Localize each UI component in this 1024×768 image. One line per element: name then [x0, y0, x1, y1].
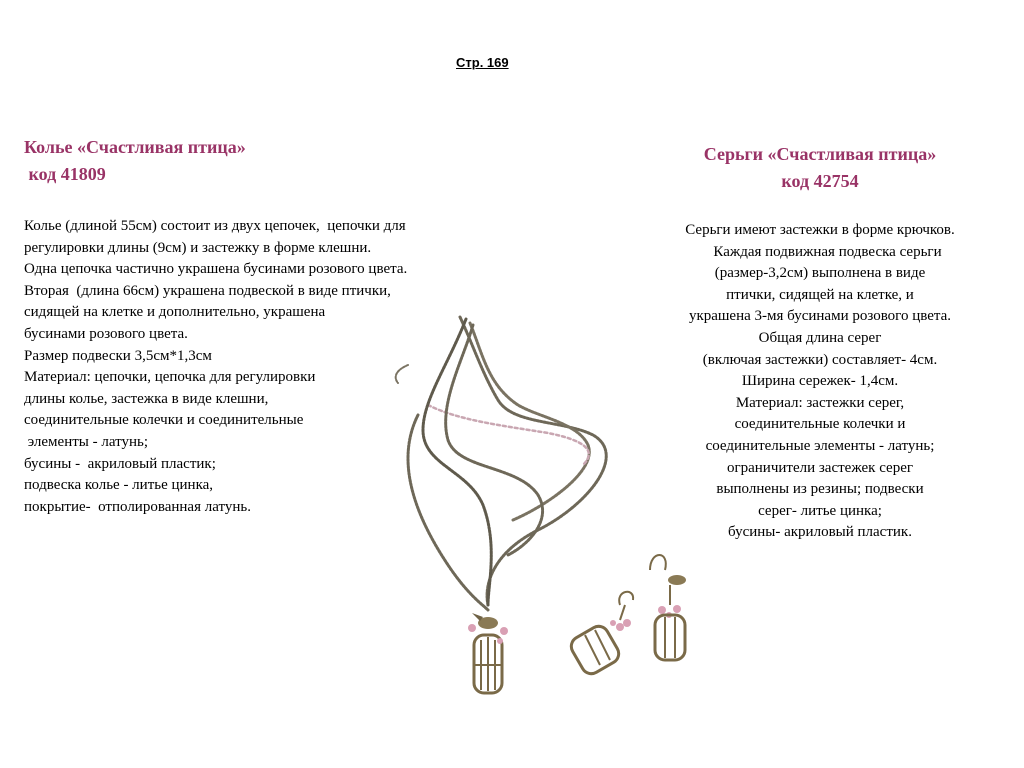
necklace-title-code: код 41809 [24, 164, 106, 184]
earrings-line: (размер-3,2см) выполнена в виде [714, 265, 926, 282]
earrings-line: соединительные колечки и [734, 416, 906, 433]
earrings-title-code: код 42754 [781, 171, 859, 191]
necklace-line: бусинами розового цвета. [24, 325, 188, 342]
necklace-line: элементы - латунь; [24, 433, 149, 450]
earrings-line: (включая застежки) составляет- 4см. [702, 351, 938, 368]
necklace-line: Вторая (длина 66см) украшена подвеской в виде птички, [24, 282, 391, 299]
necklace-line: Одна цепочка частично украшена бусинами розового цвета. [24, 261, 408, 278]
earrings-title [620, 141, 1020, 195]
earrings-title-name: Серьги «Счастливая птица» [703, 144, 937, 164]
earrings-line: ограничители застежек серег [726, 459, 914, 476]
necklace-line: регулировки длины (9см) и застежку в форме клешни. [24, 239, 372, 256]
earrings-line: Материал: застежки серег, [735, 394, 905, 411]
earrings-line: Каждая подвижная подвеска серьги [698, 243, 942, 260]
earrings-line: выполнены из резины; подвески [716, 481, 924, 498]
necklace-line: покрытие- отполированная латунь. [24, 498, 251, 515]
earrings-line: украшена 3-мя бусинами розового цвета. [688, 308, 952, 325]
earrings-line: Общая длина серег [758, 329, 882, 346]
necklace-line: Размер подвески 3,5см*1,3см [24, 347, 212, 364]
earrings-image [565, 545, 715, 695]
necklace-line: бусины - акриловый пластик; [24, 455, 216, 472]
earrings-line: бусины- акриловый пластик. [728, 524, 912, 541]
necklace-line: Колье (длиной 55см) состоит из двух цепочек, цепочки для [24, 218, 406, 234]
necklace-line: длины колье, застежка в виде клешни, [24, 390, 269, 407]
earrings-line: серег- литье цинка; [758, 502, 882, 519]
necklace-line: подвеска колье - литье цинка, [24, 477, 214, 494]
necklace-title-name: Колье «Счастливая птица» [24, 137, 246, 157]
necklace-line: соединительные колечки и соединительные [24, 412, 304, 429]
earrings-line: соединительные элементы - латунь; [705, 437, 935, 454]
earrings-line: Ширина сережек- 1,4см. [741, 373, 899, 390]
necklace-line: Материал: цепочки, цепочка для регулировки [24, 369, 316, 386]
necklace-title [24, 134, 424, 188]
necklace-line: сидящей на клетке и дополнительно, украшена [24, 304, 326, 321]
earrings-line: птички, сидящей на клетке, и [726, 286, 914, 303]
page-number: Стр. 169 [456, 55, 509, 70]
earrings-description [620, 220, 1020, 544]
earrings-line: Серьги имеют застежки в форме крючков. [685, 222, 955, 238]
